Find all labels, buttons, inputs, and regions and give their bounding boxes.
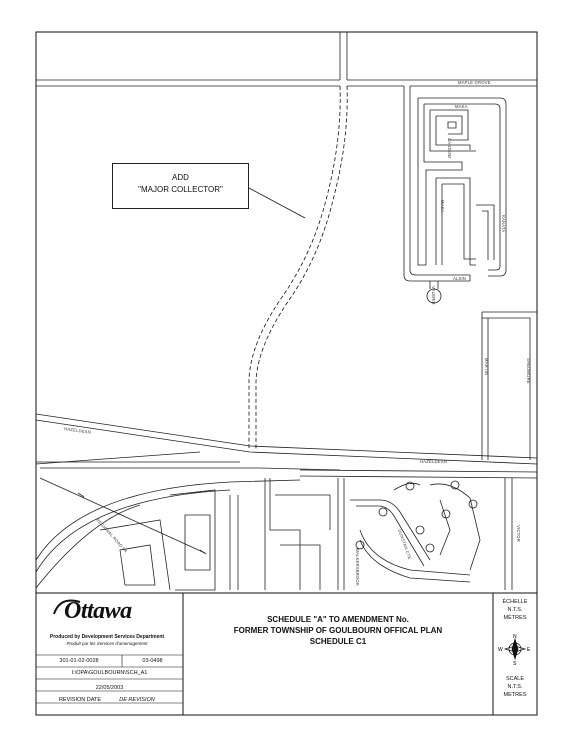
street-label-shedmore: SHEDMORE <box>526 358 531 384</box>
proposed-major-collector <box>249 86 347 449</box>
street-label-maka-mid: MAKA <box>440 200 445 213</box>
scale-fr-value: N.T.S. <box>507 607 523 613</box>
road-network <box>36 32 537 590</box>
file-path: I:\OPA\GOULBOURN\SCH_A1 <box>71 670 148 676</box>
street-label-alsin: ALSIN <box>453 276 467 281</box>
street-label-hazeldean-left: HAZELDEAN <box>63 426 92 435</box>
scale-en <box>493 675 537 699</box>
callout-line2: "MAJOR COLLECTOR" <box>138 185 223 194</box>
street-label-candow: CANDOW <box>447 138 452 159</box>
file-number: 301-01-02-0028 <box>59 658 99 664</box>
scale-fr <box>493 598 537 622</box>
street-label-victor: VICTOR <box>516 525 521 542</box>
scale-en-value: N.T.S. <box>507 684 523 690</box>
callout-leader <box>249 188 305 218</box>
title-line2: FORMER TOWNSHIP OF GOULBOURN OFFICAL PLAN <box>233 626 443 635</box>
street-label-maka-top: MAKA <box>455 104 468 109</box>
plan-number: 03-0498 <box>142 658 163 664</box>
callout-box <box>112 163 249 209</box>
title-line1: SCHEDULE "A" TO AMENDMENT No. <box>267 615 409 624</box>
callout-line1: ADD <box>172 173 189 182</box>
street-label-regional-road: REGIONAL ROAD 5A <box>95 517 129 554</box>
revision-date-label-fr: DE REVISION <box>119 697 155 703</box>
compass-s: S <box>513 661 517 667</box>
street-label-martin: MARTIN <box>484 358 489 376</box>
regional-road-line <box>40 478 205 553</box>
scale-fr-unit: MÈTRES <box>503 615 527 621</box>
compass-icon <box>505 639 525 659</box>
street-label-hazeldean-right: HAZELDEAN <box>420 459 447 464</box>
street-label-valerie: VALERIE <box>431 286 436 305</box>
schedule-title <box>183 614 493 647</box>
scale-en-label: SCALE <box>505 676 525 682</box>
revision-date-value: 22/05/2003 <box>95 685 124 691</box>
scale-en-unit: METRES <box>503 692 527 698</box>
ottawa-logo: Ottawa <box>64 598 132 624</box>
revision-date-label: REVISION DATE <box>58 697 102 703</box>
street-label-walkersbrook: WALKERSBROOK <box>355 548 360 586</box>
street-label-maple-grove: MAPLE GROVE <box>458 80 491 85</box>
scale-fr-label: ÉCHELLE <box>502 599 528 605</box>
street-label-kanata: KANATA <box>501 215 506 233</box>
produced-by: Produced by Development Services Department <box>49 634 165 640</box>
title-line3: SCHEDULE C1 <box>309 637 367 646</box>
compass-n: N <box>513 634 517 640</box>
produced-by-fr: Produit par les Services d'amenagement <box>66 641 148 646</box>
compass-w: W <box>498 647 503 653</box>
compass-e: E <box>527 647 531 653</box>
street-label-dunstan: DUNSTAN CTE <box>397 528 413 561</box>
